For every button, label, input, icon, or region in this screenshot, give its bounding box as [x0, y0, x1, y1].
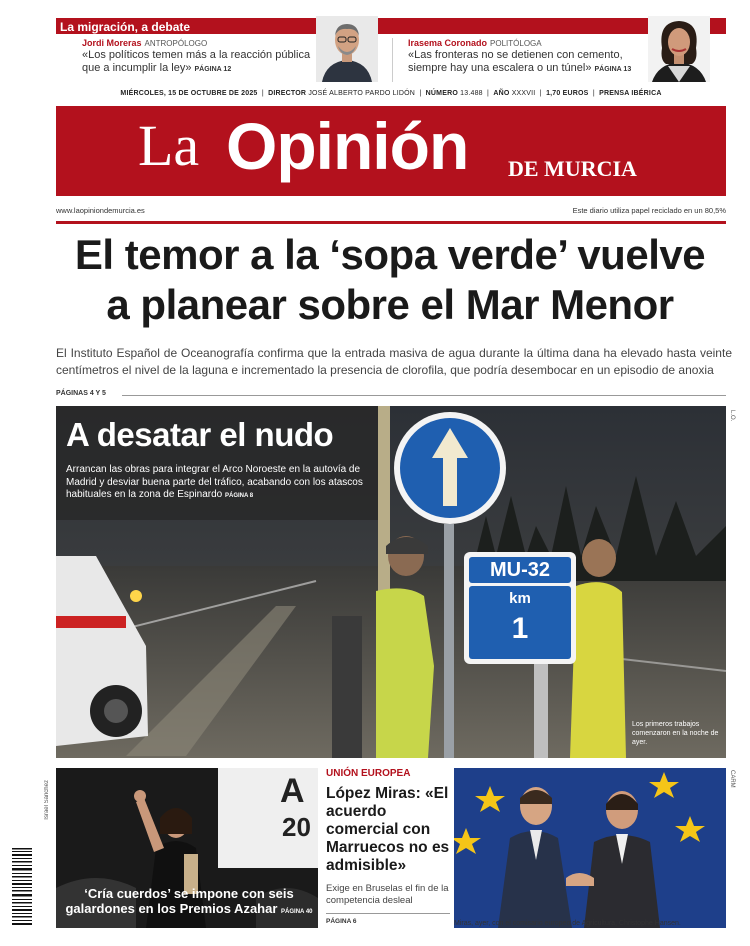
avatar-irasema-coronado: [648, 16, 710, 82]
website-link[interactable]: www.laopiniondemurcia.es: [56, 206, 145, 215]
eu-section-label: UNIÓN EUROPEA: [326, 768, 411, 779]
awards-page: PÁGINA 40: [281, 909, 313, 915]
lead-divider: [122, 395, 726, 396]
eu-headline: López Miras: «El acuerdo comercial con Marruecos no es admisible»: [326, 785, 450, 874]
photo-story-title[interactable]: A desatar el nudo: [66, 416, 334, 453]
red-rule: [56, 221, 726, 224]
dateline: MIÉRCOLES, 15 DE OCTUBRE DE 2025 | DIRECTOR JOSÉ ALBERTO PARDO LIDÓN | NÚMERO 13.488 | AÑO XXXVII | 1,70 EUROS | PRENSA IBÉRICA: [120, 90, 662, 97]
recycled-note: Este diario utiliza papel reciclado en un 80,5%: [572, 206, 726, 215]
barcode-icon: [10, 846, 36, 930]
teaser-left-page: PÁGINA 12: [194, 66, 232, 73]
date: MIÉRCOLES, 15 DE OCTUBRE DE 2025: [120, 90, 258, 97]
year-label: AÑO: [493, 90, 510, 97]
director-label: DIRECTOR: [268, 90, 307, 97]
eu-photo-credit: CARM: [729, 770, 735, 788]
photo-credit: L.O.: [729, 410, 735, 422]
eu-deck: Exige en Bruselas el fin de la competencia desleal: [326, 883, 449, 906]
road-sign-km-label: km: [509, 590, 531, 607]
eu-photo[interactable]: [454, 768, 726, 928]
teaser-right[interactable]: [408, 38, 644, 84]
lead-headline[interactable]: [40, 230, 740, 330]
photo-caption: Los primeros trabajos comenzaron en la noche de ayer.: [632, 721, 719, 746]
price: 1,70 EUROS: [546, 90, 589, 97]
main-photo[interactable]: [56, 406, 726, 758]
url-row: [56, 206, 726, 215]
lead-headline-line-2: a planear sobre el Mar Menor: [106, 281, 674, 328]
eu-story[interactable]: [326, 768, 450, 925]
road-sign-code: MU-32: [489, 559, 550, 581]
director-name: JOSÉ ALBERTO PARDO LIDÓN: [308, 90, 416, 97]
lead-pages: PÁGINAS 4 Y 5: [56, 390, 106, 397]
avatar-jordi-moreras: [316, 16, 378, 82]
number-label: NÚMERO: [425, 90, 458, 97]
teaser-right-quote: «Las fronteras no se detienen con cemento, siempre hay una escalera o un túnel»: [408, 49, 623, 74]
lead-deck: El Instituto Español de Oceanografía confirma que la entrada masiva de agua durante la última dana ha elevado hasta veinte centímetros el nivel de la laguna e incrementado la presencia de clorofila, que podría desembocar en un episodio de anoxia: [56, 346, 732, 377]
photo-story-page: PÁGINA 8: [225, 493, 254, 499]
photo-story-text: Arrancan las obras para integrar el Arco Noroeste en la autovía de Madrid y desviar buena parte del tráfico, acabando con los atascos habituales en la zona de Espinardo: [66, 464, 363, 500]
awards-photo[interactable]: [56, 768, 318, 928]
teaser-band-title: La migración, a debate: [60, 20, 191, 34]
awards-caption: ‘Cría cuerdos’ se impone con seis galardones en los Premios Azahar: [65, 886, 294, 916]
masthead-logo[interactable]: [56, 106, 726, 196]
lead-headline-line-1: El temor a la ‘sopa verde’ vuelve: [74, 231, 706, 278]
teaser-left[interactable]: [82, 38, 312, 84]
road-sign-km: 1: [511, 612, 529, 645]
issue-number: 13.488: [460, 90, 483, 97]
teaser-right-name: Irasema Coronado: [408, 38, 488, 48]
teaser-right-role: POLITÓLOGA: [490, 39, 542, 48]
year-value: XXXVII: [511, 90, 536, 97]
teaser-divider: [392, 38, 393, 82]
teaser-left-name: Jordi Moreras: [82, 38, 142, 48]
awards-photo-credit: Israel Sánchez: [44, 780, 50, 820]
masthead-de-murcia: DE MURCIA: [508, 156, 637, 181]
teaser-band: [56, 18, 726, 34]
screen-text-a: A: [280, 772, 305, 810]
eu-page: PÁGINA 6: [326, 913, 450, 925]
teaser-right-page: PÁGINA 13: [594, 66, 632, 73]
screen-text-20: 20: [282, 812, 311, 842]
masthead-opinion: Opinión: [226, 109, 469, 183]
masthead-la: La: [138, 113, 200, 178]
photo-story-overlay: [56, 406, 378, 520]
teaser-left-role: ANTROPÓLOGO: [144, 39, 208, 48]
teaser-left-quote: «Los políticos temen más a la reacción pública que a incumplir la ley»: [82, 49, 311, 74]
eu-photo-caption: Miras, ayer, con el comisario europeo de Agricultura, Christophe Hansen.: [454, 920, 681, 927]
publisher: PRENSA IBÉRICA: [599, 90, 662, 97]
